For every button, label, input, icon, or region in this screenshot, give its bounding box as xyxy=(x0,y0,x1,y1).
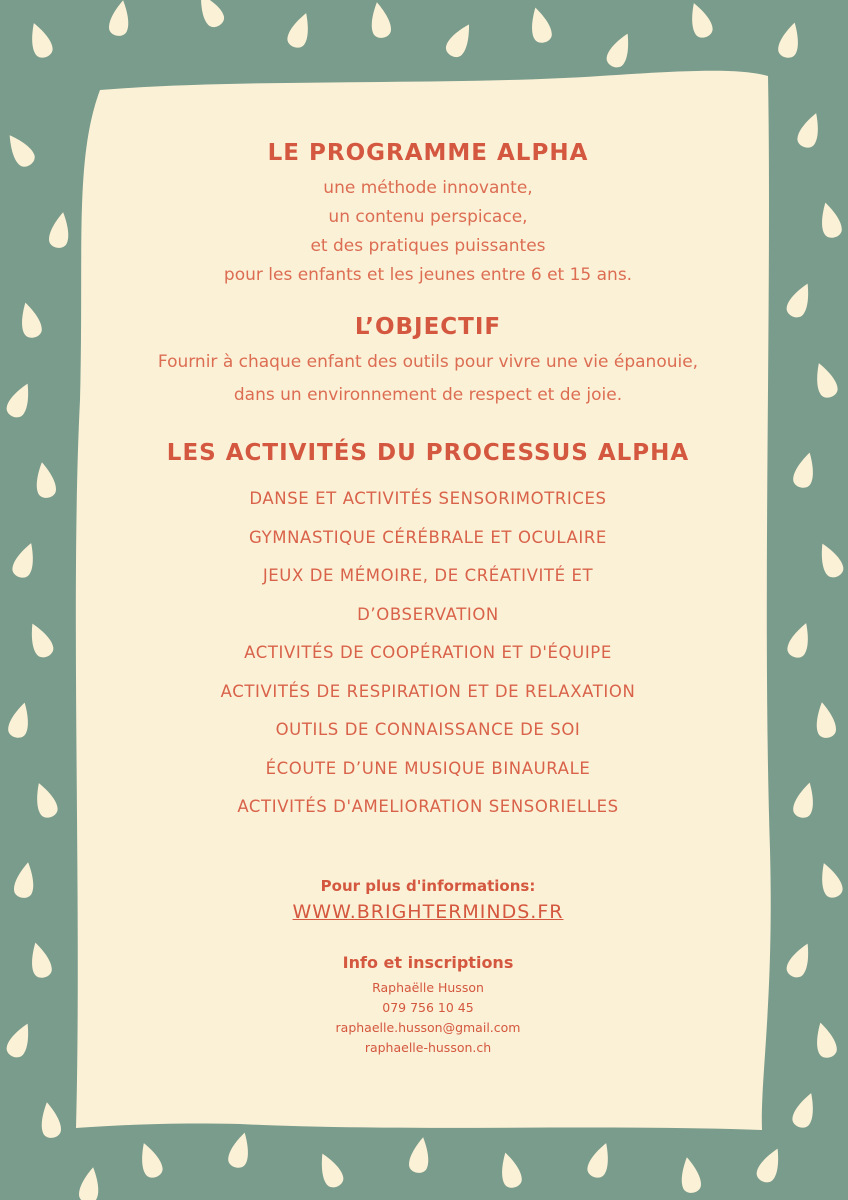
contact-site: raphaelle-husson.ch xyxy=(364,1039,492,1055)
objective-line: Fournir à chaque enfant des outils pour vivre une vie épanouie, xyxy=(157,352,699,372)
contact-phone: 079 756 10 45 xyxy=(382,999,474,1015)
activities-list xyxy=(90,480,766,827)
program-line: une méthode innovante, xyxy=(323,178,533,198)
activity-item: DANSE ET ACTIVITÉS SENSORIMOTRICES xyxy=(249,489,607,508)
activity-item: D’OBSERVATION xyxy=(357,604,499,624)
objective-title: L’OBJECTIF xyxy=(354,314,502,340)
activity-item: ACTIVITÉS DE RESPIRATION ET DE RELAXATION xyxy=(220,681,636,701)
activities-title: LES ACTIVITÉS DU PROCESSUS ALPHA xyxy=(166,440,690,466)
activity-item: JEUX DE MÉMOIRE, DE CRÉATIVITÉ ET xyxy=(262,566,594,585)
program-line: pour les enfants et les jeunes entre 6 et 15 ans. xyxy=(223,265,633,285)
flyer-content xyxy=(90,130,766,1058)
contact-details xyxy=(90,978,766,1058)
activity-item: GYMNASTIQUE CÉRÉBRALE ET OCULAIRE xyxy=(249,527,607,547)
activity-item: ACTIVITÉS DE COOPÉRATION ET D'ÉQUIPE xyxy=(244,643,612,662)
program-line: et des pratiques puissantes xyxy=(310,236,546,256)
contact-email: raphaelle.husson@gmail.com xyxy=(335,1019,521,1035)
contact-title: Info et inscriptions xyxy=(342,952,514,972)
activity-item: OUTILS DE CONNAISSANCE DE SOI xyxy=(275,720,581,739)
more-info-label: Pour plus d'informations: xyxy=(320,876,536,895)
objective-line: dans un environnement de respect et de joie. xyxy=(233,385,623,405)
program-description xyxy=(90,174,766,290)
program-title: LE PROGRAMME ALPHA xyxy=(267,140,589,166)
objective-text xyxy=(90,346,766,412)
contact-name: Raphaëlle Husson xyxy=(372,979,484,995)
activity-item: ÉCOUTE D’UNE MUSIQUE BINAURALE xyxy=(265,758,591,778)
program-line: un contenu perspicace, xyxy=(328,207,528,227)
website-link[interactable]: WWW.BRIGHTERMINDS.FR xyxy=(292,900,564,923)
activity-item: ACTIVITÉS D'AMELIORATION SENSORIELLES xyxy=(237,797,619,816)
